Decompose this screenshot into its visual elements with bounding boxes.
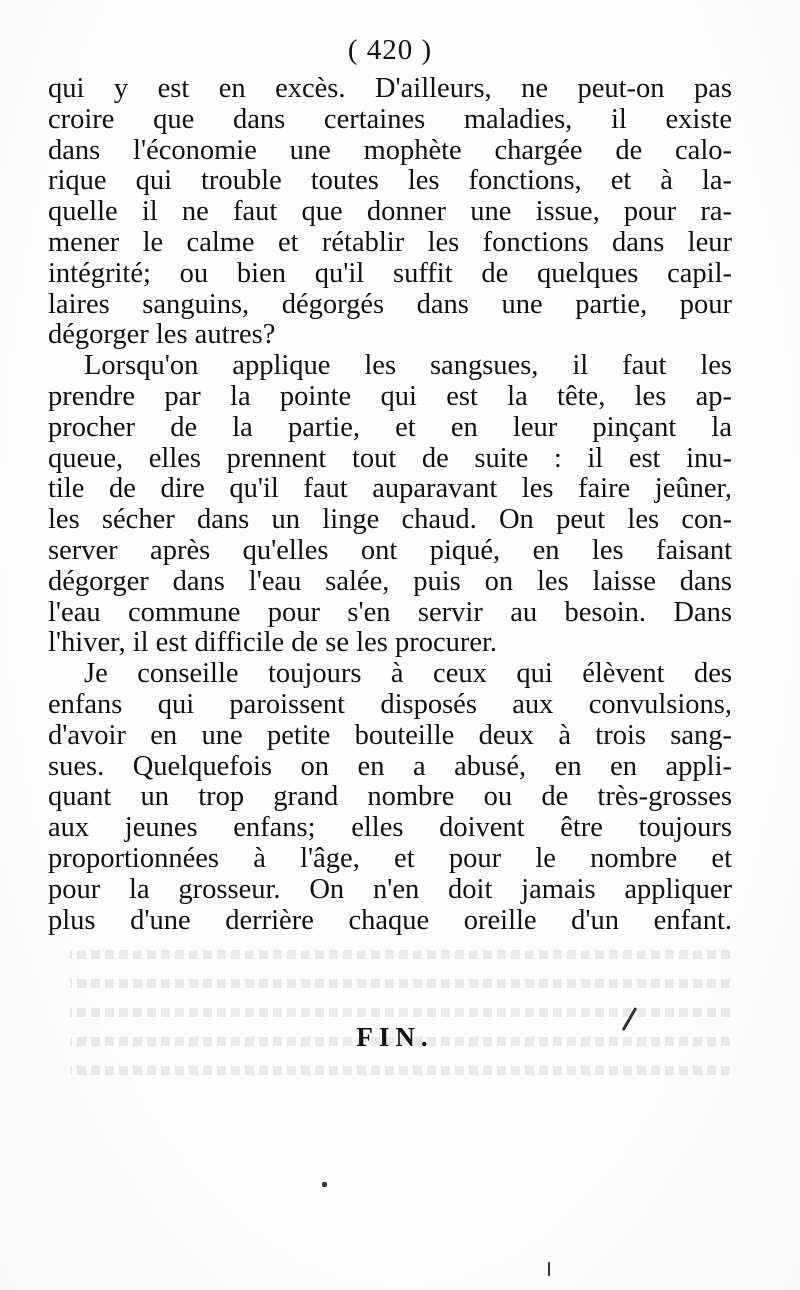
text-line: mener le calme et rétablir les fonctions dans leur — [48, 226, 732, 258]
text-line: dégorger les autres? — [48, 319, 276, 351]
text-line: tile de dire qu'il faut auparavant les faire jeûner, — [48, 473, 732, 505]
page-number: ( 420 ) — [347, 34, 433, 66]
text-line: queue, elles prennent tout de suite : il est inu- — [48, 442, 732, 474]
text-line: rique qui trouble toutes les fonctions, et à la- — [48, 165, 732, 197]
body-text — [48, 74, 732, 936]
text-line: enfans qui paroissent disposés aux convulsions, — [48, 688, 732, 720]
text-line: qui y est en excès. D'ailleurs, ne peut-on pas — [48, 73, 732, 104]
text-line: sues. Quelquefois on en a abusé, en en appli- — [48, 750, 732, 782]
text-line: quelle il ne faut que donner une issue, pour ra- — [48, 196, 732, 228]
show-through-line — [70, 1066, 730, 1075]
text-line: les sécher dans un linge chaud. On peut les con- — [48, 504, 732, 536]
text-line: pour la grosseur. On n'en doit jamais appliquer — [48, 873, 732, 905]
text-line: l'eau commune pour s'en servir au besoin. Dans — [48, 596, 732, 628]
text-line: dans l'économie une mophète chargée de calo- — [48, 134, 732, 166]
end-mark: FIN. — [356, 1022, 434, 1052]
text-line: Lorsqu'on applique les sangsues, il faut les — [84, 350, 732, 382]
text-line: plus d'une derrière chaque oreille d'un enfant. — [48, 904, 732, 936]
text-line: Je conseille toujours à ceux qui élèvent des — [84, 658, 732, 690]
text-line: intégrité; ou bien qu'il suffit de quelques capil- — [48, 257, 732, 289]
text-line: aux jeunes enfans; elles doivent être toujours — [48, 812, 732, 844]
show-through-line — [70, 979, 730, 988]
ink-speck — [322, 1182, 327, 1187]
text-line: laires sanguins, dégorgés dans une partie, pour — [48, 288, 732, 320]
text-line: server après qu'elles ont piqué, en les faisant — [48, 534, 732, 566]
text-line: procher de la partie, et en leur pinçant la — [48, 411, 732, 443]
text-line: dégorger dans l'eau salée, puis on les laisse dans — [48, 565, 732, 597]
ink-speck — [548, 1262, 550, 1276]
text-line: l'hiver, il est difficile de se les procurer. — [48, 627, 498, 659]
text-line: prendre par la pointe qui est la tête, les ap- — [48, 380, 732, 412]
show-through-line — [70, 950, 730, 959]
text-line: d'avoir en une petite bouteille deux à trois sang- — [48, 719, 732, 751]
text-line: proportionnées à l'âge, et pour le nombre et — [48, 842, 732, 874]
text-line: quant un trop grand nombre ou de très-grosses — [48, 781, 732, 813]
text-line: croire que dans certaines maladies, il existe — [48, 103, 732, 135]
